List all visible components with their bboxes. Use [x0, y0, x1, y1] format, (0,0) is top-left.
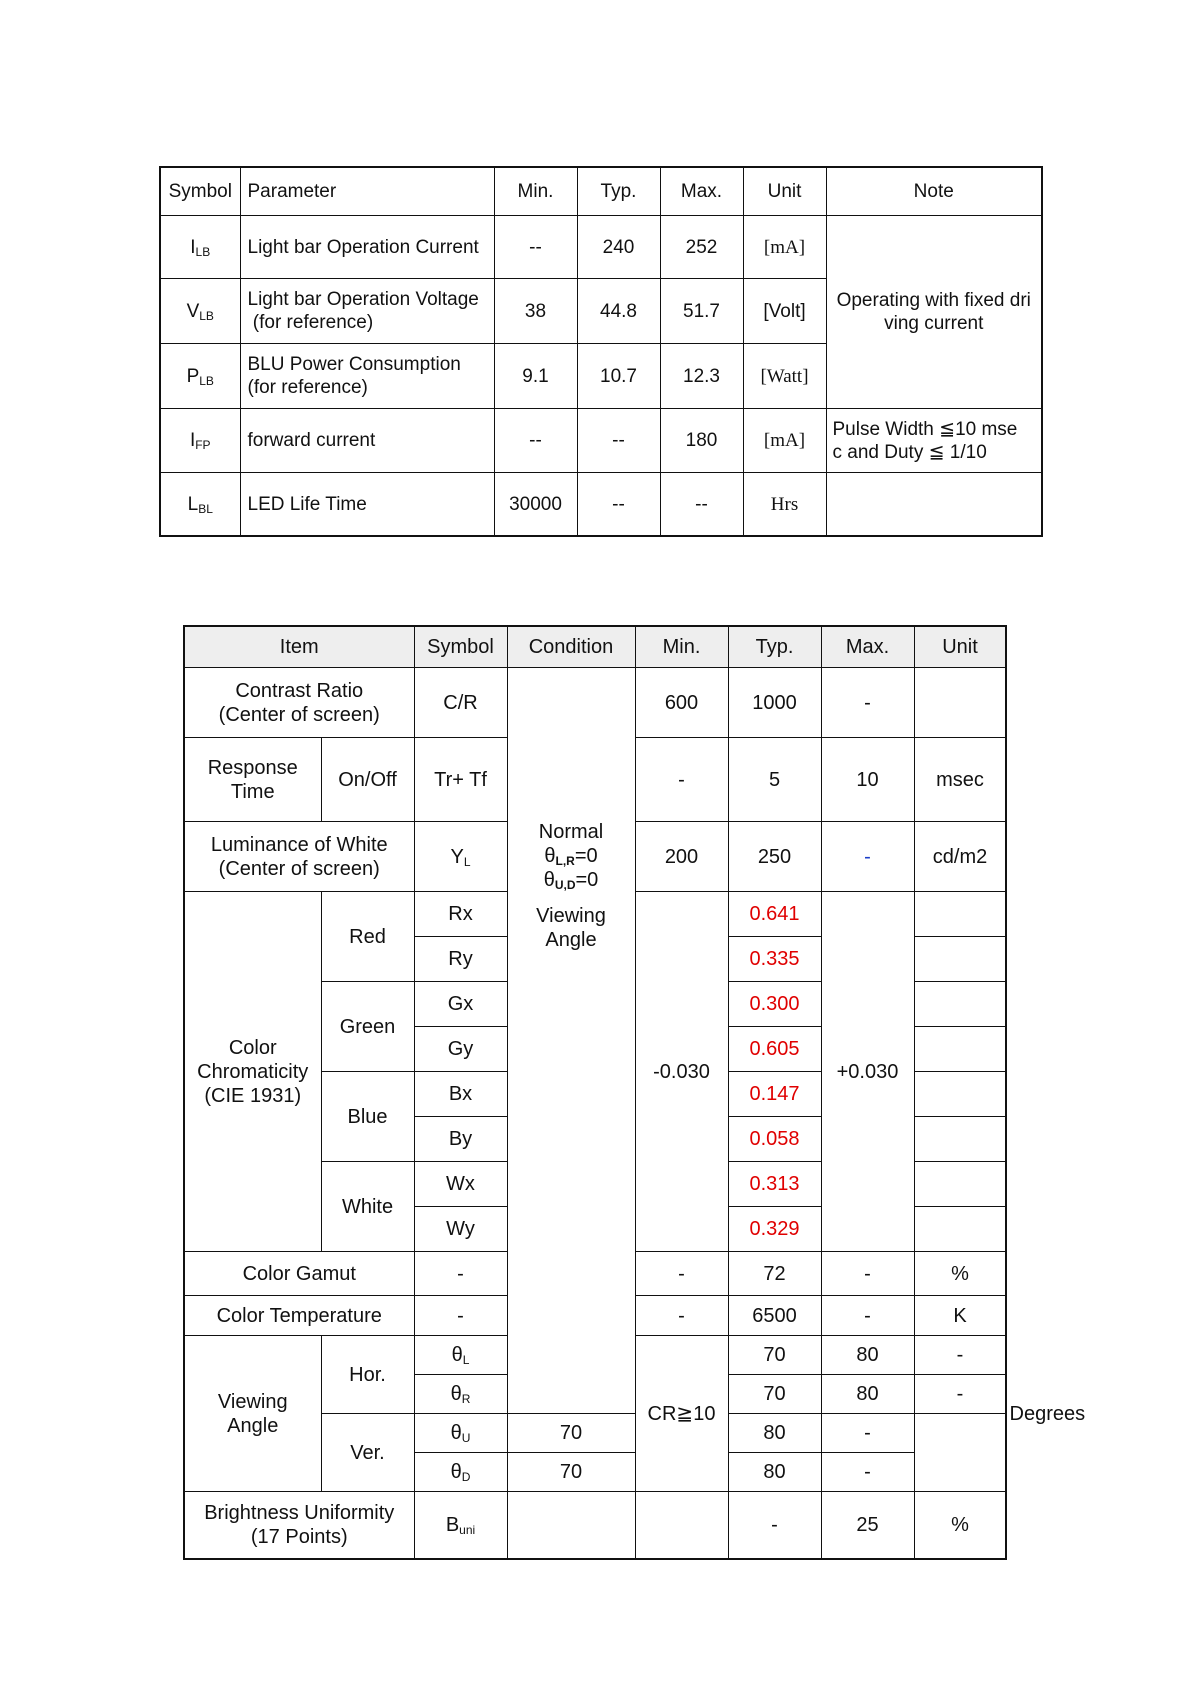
table-row [184, 668, 1006, 738]
viewing-ver-cell: Ver. [321, 1414, 414, 1492]
unit-cell [914, 1207, 1006, 1252]
parameter-cell: LED Life Time [240, 473, 494, 537]
unit-cell: [Volt] [743, 279, 826, 344]
item-cell [184, 738, 321, 822]
unit-cell [914, 937, 1006, 982]
condition-value: =0 [575, 869, 599, 891]
parameter-cell: Light bar Operation Current [240, 216, 494, 279]
parameter-cell [240, 344, 494, 409]
min-cell: 70 [507, 1414, 635, 1453]
max-cell: - [914, 1375, 1006, 1414]
max-cell: 51.7 [660, 279, 743, 344]
chromaticity-item-cell [184, 892, 321, 1252]
typ-cell: -- [577, 473, 660, 537]
symbol-cell: Bx [414, 1072, 507, 1117]
max-cell: 180 [660, 409, 743, 473]
item-line: (CIE 1931) [204, 1084, 302, 1107]
header-max: Max. [660, 167, 743, 216]
unit-cell [914, 982, 1006, 1027]
max-cell: - [821, 1453, 914, 1492]
header-typ: Typ. [577, 167, 660, 216]
symbol-text: L [187, 493, 199, 515]
table-row: Viewing Angle Hor. $\theta_L$ CR≧10 70 80 - Degrees [184, 1336, 1006, 1375]
color-group-green: Green [321, 982, 414, 1072]
symbol-text: I [190, 236, 196, 258]
typ-cell: 44.8 [577, 279, 660, 344]
typ-cell: 0.058 [728, 1117, 821, 1162]
parameter-line: (for reference) [247, 377, 368, 398]
unit-cell [914, 668, 1006, 738]
symbol-text: Y [450, 845, 464, 868]
parameter-line: Light bar Operation Voltage [247, 289, 479, 310]
symbol-cell [160, 473, 240, 537]
symbol-cell: Gx [414, 982, 507, 1027]
max-cell: - [914, 1336, 1006, 1375]
note-fixed-current [826, 216, 1042, 409]
symbol-cell: Wx [414, 1162, 507, 1207]
max-cell: - [821, 1252, 914, 1296]
condition-normal-cell [507, 668, 635, 1414]
theta-subscript: L [462, 1353, 470, 1367]
condition-value: =0 [574, 845, 598, 867]
item-line: Time [230, 780, 275, 803]
table2-header-row [184, 626, 1006, 668]
typ-cell: 10.7 [577, 344, 660, 409]
unit-cell: [mA] [743, 409, 826, 473]
parameter-cell [240, 279, 494, 344]
symbol-cell [160, 216, 240, 279]
min-cell: 600 [635, 668, 728, 738]
symbol-subscript: LB [199, 373, 214, 388]
typ-cell: - [728, 1492, 821, 1559]
item-line: (Center of screen) [218, 703, 380, 726]
max-cell: -- [660, 473, 743, 537]
item-line: Response [207, 756, 298, 779]
item-cell [184, 1492, 414, 1559]
min-cell [635, 1492, 728, 1559]
typ-cell: 5 [728, 738, 821, 822]
unit-cell [914, 1027, 1006, 1072]
color-group-white: White [321, 1162, 414, 1252]
item-cell: Color Gamut [184, 1252, 414, 1296]
symbol-text: I [189, 430, 196, 451]
viewing-hor-cell: Hor. [321, 1336, 414, 1414]
max-cell: 25 [821, 1492, 914, 1559]
min-cell: 38 [494, 279, 577, 344]
theta-symbol: θ [450, 1461, 462, 1483]
header-min: Min. [635, 626, 728, 668]
min-cell: - [635, 1252, 728, 1296]
symbol-cell [160, 409, 240, 473]
symbol-text: P [186, 365, 200, 387]
symbol-cell: Rx [414, 892, 507, 937]
symbol-subscript: L [463, 854, 471, 869]
symbol-cell [160, 279, 240, 344]
symbol-subscript: LB [199, 308, 214, 323]
min-cell: 30000 [494, 473, 577, 537]
header-typ: Typ. [728, 626, 821, 668]
theta-symbol: θ [543, 869, 555, 891]
table-row [184, 1492, 1006, 1559]
symbol-subscript: FP [195, 438, 211, 452]
item-line: Viewing [217, 1390, 288, 1413]
condition-line [511, 844, 632, 868]
subitem-cell: On/Off [321, 738, 414, 822]
typ-cell: 0.313 [728, 1162, 821, 1207]
condition-cell [507, 1492, 635, 1559]
header-condition: Condition [507, 626, 635, 668]
header-parameter: Parameter [240, 167, 494, 216]
condition-line: Viewing [536, 905, 606, 927]
max-cell: - [821, 668, 914, 738]
item-line: (Center of screen) [218, 857, 380, 880]
max-cell: 252 [660, 216, 743, 279]
theta-subscript: D [461, 1470, 471, 1484]
symbol-cell [414, 1414, 507, 1453]
min-cell: 9.1 [494, 344, 577, 409]
typ-cell: 250 [728, 822, 821, 892]
unit-cell: [Watt] [743, 344, 826, 409]
min-cell: 200 [635, 822, 728, 892]
color-group-red: Red [321, 892, 414, 982]
color-group-blue: Blue [321, 1072, 414, 1162]
unit-cell: [mA] [743, 216, 826, 279]
unit-cell: K [914, 1296, 1006, 1336]
chromaticity-min-cell: -0.030 [635, 892, 728, 1252]
symbol-cell: - [414, 1252, 507, 1296]
typ-cell: 80 [821, 1336, 914, 1375]
header-item: Item [184, 626, 414, 668]
item-line: Luminance of White [210, 833, 388, 856]
item-line: Chromaticity [197, 1060, 309, 1083]
unit-cell [914, 1117, 1006, 1162]
symbol-text: V [186, 300, 200, 322]
symbol-cell [414, 1453, 507, 1492]
theta-symbol: θ [544, 845, 556, 867]
condition-line [511, 868, 632, 892]
max-cell: - [821, 1296, 914, 1336]
viewing-condition-cell: CR≧10 [635, 1336, 728, 1492]
item-cell: Color Temperature [184, 1296, 414, 1336]
symbol-cell [414, 1375, 507, 1414]
min-cell: -- [494, 216, 577, 279]
unit-cell [914, 892, 1006, 937]
symbol-cell: Wy [414, 1207, 507, 1252]
typ-cell: 0.329 [728, 1207, 821, 1252]
typ-cell: 0.335 [728, 937, 821, 982]
typ-cell: 0.641 [728, 892, 821, 937]
table-row [160, 409, 1042, 473]
max-cell: 12.3 [660, 344, 743, 409]
condition-line: Normal [538, 821, 604, 843]
theta-symbol: θ [450, 1383, 462, 1405]
typ-cell: 240 [577, 216, 660, 279]
optical-spec-table [183, 625, 1086, 1560]
backlight-spec-table [159, 166, 1043, 537]
item-line: Angle [227, 1414, 279, 1437]
min-cell: - [635, 1296, 728, 1336]
header-unit: Unit [743, 167, 826, 216]
viewing-angle-item-cell [184, 1336, 321, 1492]
typ-cell: 72 [728, 1252, 821, 1296]
min-cell: 70 [507, 1453, 635, 1492]
parameter-line: BLU Power Consumption [247, 354, 461, 375]
unit-cell: msec [914, 738, 1006, 822]
typ-cell: 0.147 [728, 1072, 821, 1117]
note-line: ving current [884, 313, 984, 334]
table-row [160, 216, 1042, 279]
symbol-cell: Gy [414, 1027, 507, 1072]
table1-header-row [160, 167, 1042, 216]
symbol-cell: Ry [414, 937, 507, 982]
max-cell: 10 [821, 738, 914, 822]
item-line: Contrast Ratio [235, 679, 364, 702]
item-line: (17 Points) [250, 1525, 348, 1548]
chromaticity-max-cell: +0.030 [821, 892, 914, 1252]
note-empty-cell [826, 473, 1042, 537]
typ-cell: 80 [728, 1453, 821, 1492]
header-unit: Unit [914, 626, 1006, 668]
theta-subscript: R [461, 1392, 471, 1406]
theta-subscript: U [461, 1431, 471, 1445]
symbol-cell [414, 822, 507, 892]
item-line: Brightness Uniformity [204, 1501, 395, 1524]
item-line: Color [228, 1036, 277, 1059]
symbol-cell [414, 1336, 507, 1375]
condition-line: Angle [545, 929, 597, 951]
typ-cell: 0.605 [728, 1027, 821, 1072]
unit-cell [914, 1072, 1006, 1117]
unit-cell [914, 1162, 1006, 1207]
unit-cell: % [914, 1252, 1006, 1296]
unit-cell: cd/m2 [914, 822, 1006, 892]
unit-cell: % [914, 1492, 1006, 1559]
symbol-text: B [445, 1513, 460, 1536]
max-cell: - [821, 1414, 914, 1453]
header-min: Min. [494, 167, 577, 216]
note-line: Pulse Width ≦10 mse [832, 418, 1018, 440]
min-cell: 70 [728, 1375, 821, 1414]
min-cell: -- [494, 409, 577, 473]
typ-cell: 80 [728, 1414, 821, 1453]
header-symbol: Symbol [160, 167, 240, 216]
typ-cell: 1000 [728, 668, 821, 738]
symbol-cell: - [414, 1296, 507, 1336]
header-note: Note [826, 167, 1042, 216]
max-cell: - [821, 822, 914, 892]
note-pulse-width [826, 409, 1042, 473]
theta-subscript: L,R [555, 854, 575, 868]
symbol-cell [160, 344, 240, 409]
item-cell [184, 822, 414, 892]
symbol-cell [414, 1492, 507, 1559]
note-line: Operating with fixed dri [836, 290, 1031, 311]
theta-subscript: U,D [554, 878, 576, 892]
symbol-cell: By [414, 1117, 507, 1162]
typ-cell: 0.300 [728, 982, 821, 1027]
min-cell: 70 [728, 1336, 821, 1375]
min-cell: - [635, 738, 728, 822]
symbol-subscript: BL [198, 501, 213, 516]
note-line: c and Duty ≦ 1/10 [832, 441, 987, 463]
theta-symbol: θ [450, 1422, 462, 1444]
unit-cell: Hrs [743, 473, 826, 537]
symbol-subscript: LB [195, 244, 211, 259]
symbol-subscript: uni [459, 1522, 476, 1537]
symbol-cell: Tr+ Tf [414, 738, 507, 822]
header-max: Max. [821, 626, 914, 668]
spacer [511, 892, 632, 904]
parameter-line: (for reference) [247, 312, 374, 333]
typ-cell: -- [577, 409, 660, 473]
typ-cell: 6500 [728, 1296, 821, 1336]
table-row [160, 473, 1042, 537]
typ-cell: 80 [821, 1375, 914, 1414]
header-symbol: Symbol [414, 626, 507, 668]
theta-symbol: θ [451, 1344, 463, 1366]
symbol-cell: C/R [414, 668, 507, 738]
parameter-cell: forward current [240, 409, 494, 473]
item-cell [184, 668, 414, 738]
